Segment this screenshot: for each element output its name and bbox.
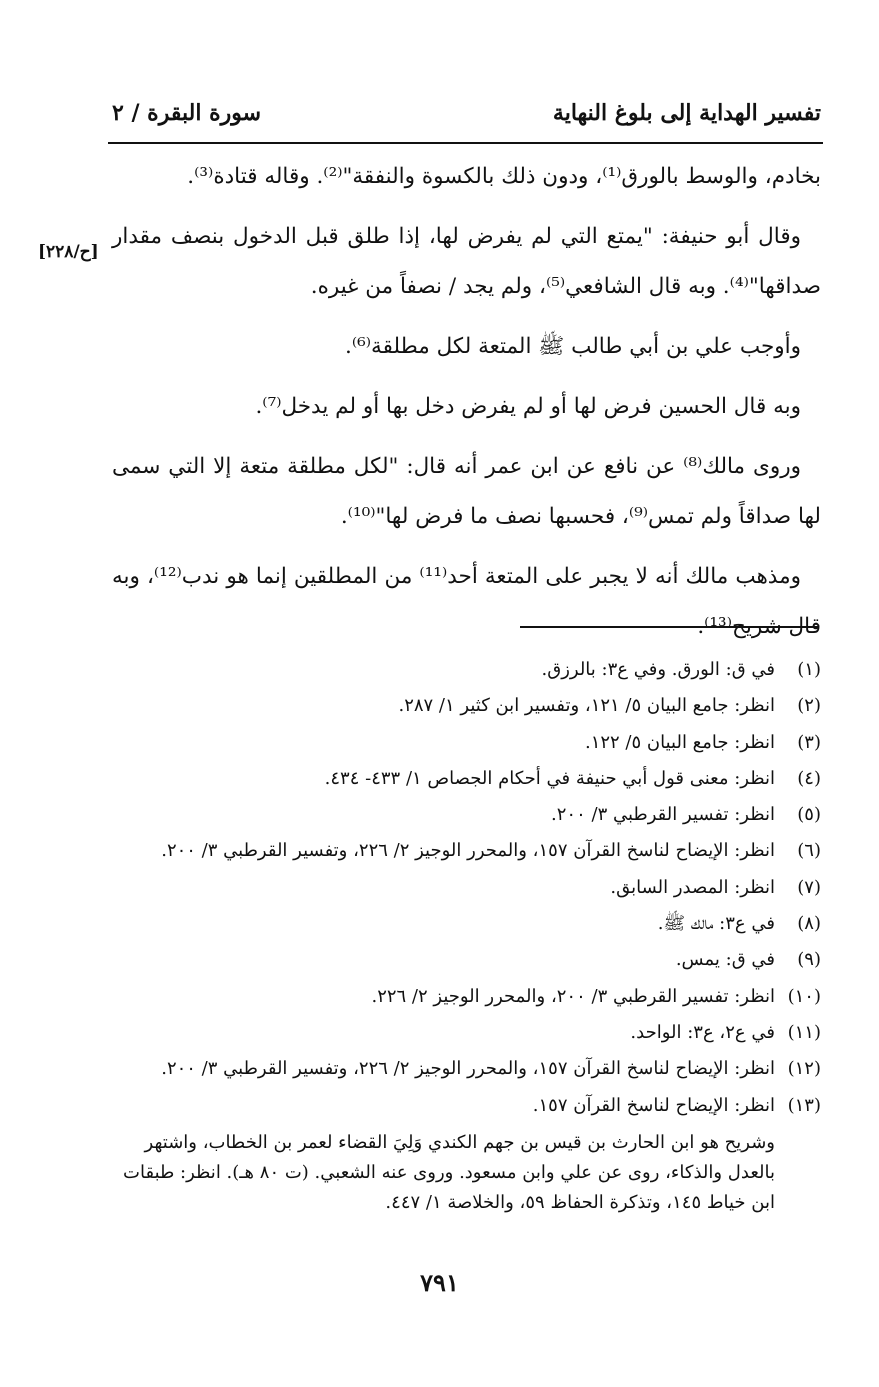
footnote [112,1051,821,1087]
footnote [112,761,821,797]
header-divider [108,142,823,144]
book-title: تفسير الهداية إلى بلوغ النهاية [552,100,821,126]
margin-reference: [ح/٢٢٨] [38,242,99,262]
footnote-text: انظر: جامع البيان ٥/ ١٢١، وتفسير ابن كثير ١/ ٢٨٧. [398,695,775,717]
footnote [112,833,821,869]
footnote [112,1015,821,1051]
paragraph-2: وقال أبو حنيفة: "يمتع التي لم يفرض لها، إذا طلق قبل الدخول بنصف مقدار صداقها"⁽⁴⁾. وبه قال الشافعي⁽⁵⁾، ولم يجد / نصفاً من غيره. [112,224,821,299]
footnote-number: (٧) [797,876,821,898]
footnote [112,652,821,688]
footnote [112,942,821,978]
surah-header: سورة البقرة / ٢ [112,100,262,126]
paragraph-6: ومذهب مالك أنه لا يجبر على المتعة أحد⁽¹¹⁾ من المطلقين إنما هو ندب⁽¹²⁾، وبه قال شريح⁽¹³⁾. [112,564,821,639]
footnote-number: (٤) [797,767,821,789]
footnote [112,797,821,833]
footnote-text: انظر: تفسير القرطبي ٣/ ٢٠٠، والمحرر الوجيز ٢/ ٢٢٦. [371,985,775,1007]
paragraph-5: وروى مالك⁽⁸⁾ عن نافع عن ابن عمر أنه قال: "لكل مطلقة متعة إلا التي سمى لها صداقاً ولم تمس⁽⁹⁾، فحسبها نصف ما فرض لها"⁽¹⁰⁾. [112,454,821,529]
footnote-number: (٥) [797,804,821,826]
footnote-text: انظر: المصدر السابق. [610,876,775,898]
footnote-number: (٦) [797,840,821,862]
footnote-number: (٨) [797,913,821,935]
footnote-text: انظر: جامع البيان ٥/ ١٢٢. [584,731,775,753]
footnote-number: (٢) [797,695,821,717]
footnote [112,906,821,942]
footnote-text: انظر: الإيضاح لناسخ القرآن ١٥٧، والمحرر الوجيز ٢/ ٢٢٦، وتفسير القرطبي ٣/ ٢٠٠. [161,840,775,862]
footnote-number: (١٢) [787,1058,821,1080]
footnote-text: انظر: الإيضاح لناسخ القرآن ١٥٧. [532,1094,775,1116]
footnote-text: في ع٣: مالك ﷺ. [657,913,775,935]
footnote-text: في ق: الورق. وفي ع٣: بالرزق. [541,659,775,680]
footnote-number: (١) [797,659,821,680]
footnote-number: (٣) [797,731,821,753]
footnote [112,1088,821,1124]
footnote [112,725,821,761]
footnote-number: (١٠) [787,985,821,1007]
page-number: ٧٩١ [420,1268,459,1297]
footnote-text: انظر: معنى قول أبي حنيفة في أحكام الجصاص ١/ ٤٣٣- ٤٣٤. [324,767,775,789]
footnote-continuation: وشريح هو ابن الحارث بن قيس بن جهم الكندي وَلِيَ القضاء لعمر بن الخطاب، واشتهر بالعدل والذكاء، روى عن علي وابن مسعود. وروى عنه الشعبي. (ت ٨٠ هـ). انظر: طبقات ابن خياط ١٤٥، وتذكرة الحفاظ ٥٩، والخلاصة ١/ ٤٤٧. [123,1131,775,1213]
main-text [112,152,821,662]
footnote-text: انظر: الإيضاح لناسخ القرآن ١٥٧، والمحرر الوجيز ٢/ ٢٢٦، وتفسير القرطبي ٣/ ٢٠٠. [161,1058,775,1080]
footnote [112,979,821,1015]
footnote-text: في ع٢، ع٣: الواحد. [630,1021,775,1043]
footnote [112,688,821,724]
paragraph-1: بخادم، والوسط بالورق⁽¹⁾، ودون ذلك بالكسوة والنفقة"⁽²⁾. وقاله قتادة⁽³⁾. [187,164,821,189]
footnote [112,870,821,906]
paragraph-3: وأوجب علي بن أبي طالب ﷺ المتعة لكل مطلقة⁽⁶⁾. [345,334,801,359]
footnote-number: (٩) [797,949,821,971]
footnote-divider [520,626,818,628]
footnote-number: (١١) [787,1021,821,1043]
footnote-number: (١٣) [787,1094,821,1116]
paragraph-4: وبه قال الحسين فرض لها أو لم يفرض دخل بها أو لم يدخل⁽⁷⁾. [255,394,801,419]
footnote-text: انظر: تفسير القرطبي ٣/ ٢٠٠. [551,804,775,826]
footnotes [112,652,821,1218]
footnote-text: في ق: يمس. [675,949,775,971]
